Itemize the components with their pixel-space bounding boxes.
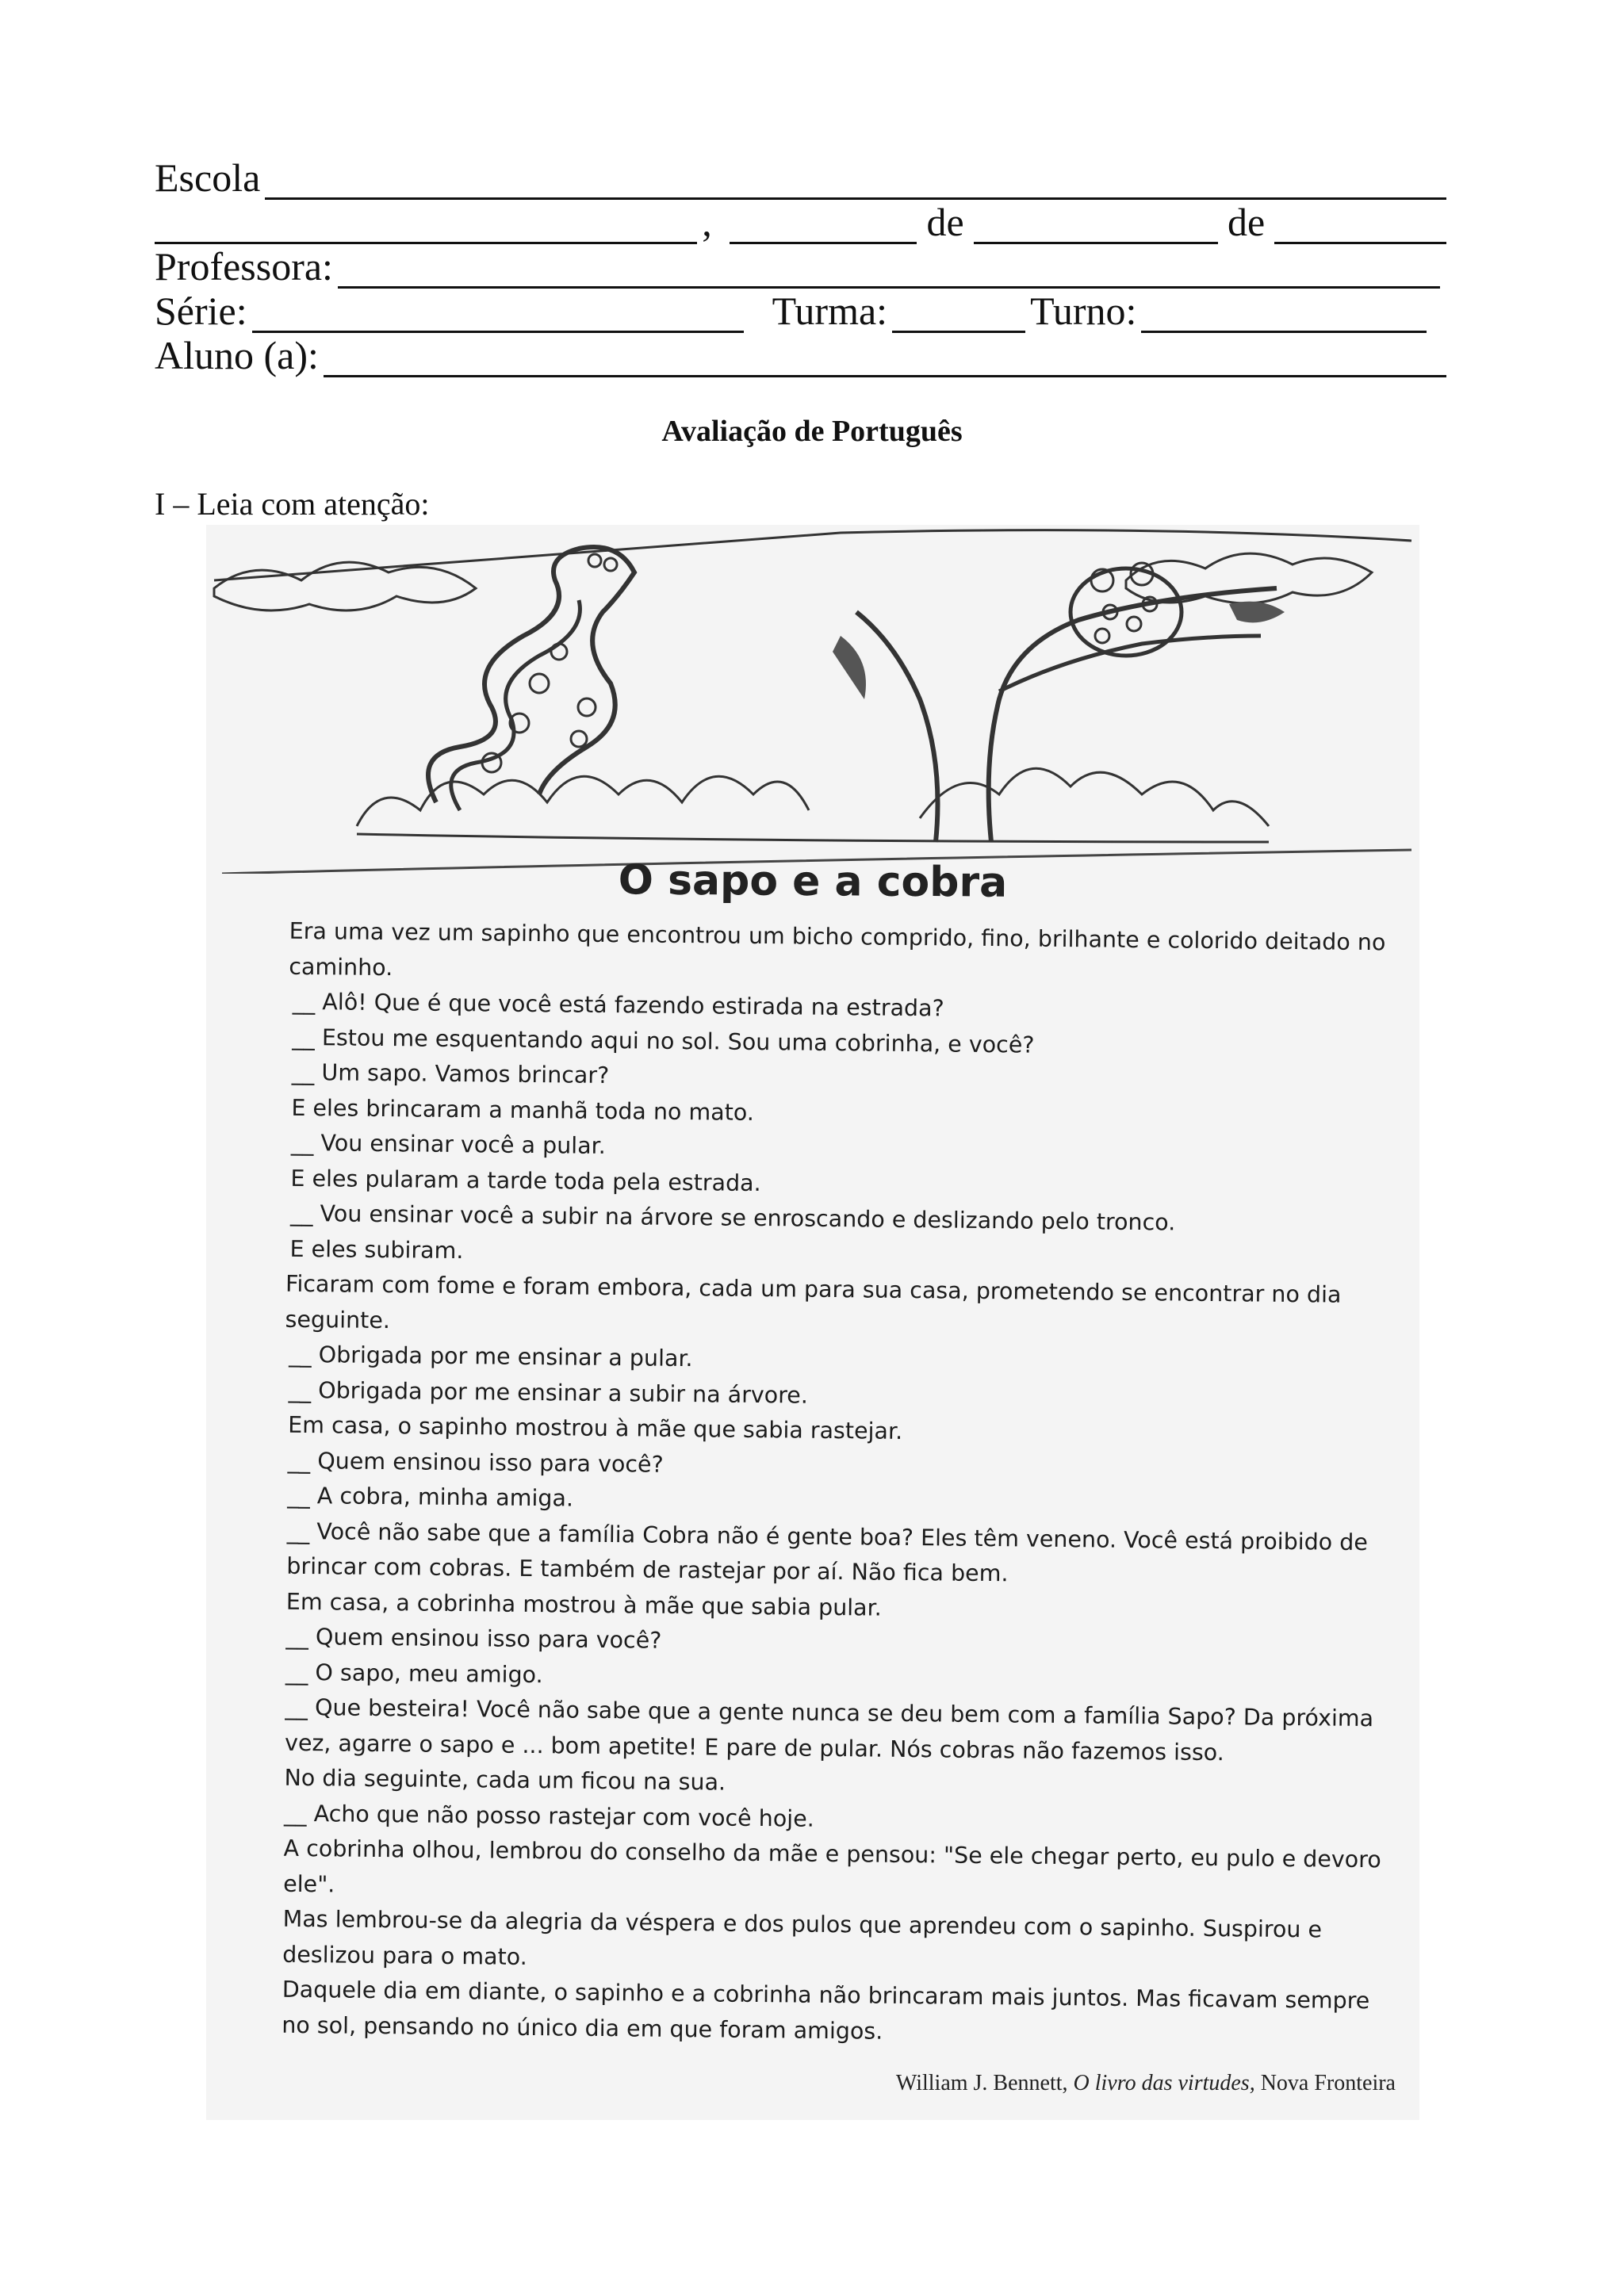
story-paragraph: Em casa, a cobrinha mostrou à mãe que sabia pular. <box>285 1588 882 1621</box>
student-line <box>155 333 1451 377</box>
day-field[interactable] <box>730 207 917 244</box>
shift-label: Turno: <box>1030 289 1137 333</box>
story-paragraph: E eles pularam a tarde toda pela estrada. <box>290 1165 761 1196</box>
story-paragraph: __ Alô! Que é que você está fazendo estirada na estrada? <box>292 988 944 1022</box>
shift-field[interactable] <box>1141 296 1427 333</box>
school-line <box>155 155 1451 200</box>
student-field[interactable] <box>324 340 1446 377</box>
city-field[interactable] <box>155 207 697 244</box>
story-paragraph: E eles brincaram a manhã toda no mato. <box>291 1094 755 1126</box>
class-field[interactable] <box>892 296 1025 333</box>
student-label: Aluno (a): <box>155 333 319 377</box>
date-de-1: de <box>926 200 964 244</box>
story-credit <box>896 2071 1396 2096</box>
instruction: I – Leia com atenção: <box>155 486 430 522</box>
story-paragraph: E eles subiram. <box>289 1235 464 1264</box>
exam-title: Avaliação de Português <box>661 415 963 448</box>
story-paragraph: Daquele dia em diante, o sapinho e a cobrinha não brincaram mais juntos. Mas ficavam sempre no sol, pensando no único dia em que foram amigos. <box>282 1976 1370 2045</box>
story-paragraph: No dia seguinte, cada um ficou na sua. <box>284 1764 726 1796</box>
story-paragraph: __ Um sapo. Vamos brincar? <box>291 1058 610 1089</box>
school-field[interactable] <box>265 163 1446 200</box>
grade-label: Série: <box>155 289 247 333</box>
story-title: O sapo e a cobra <box>618 856 1008 907</box>
story-paragraph: __ Quem ensinou isso para você? <box>287 1447 664 1478</box>
month-field[interactable] <box>974 207 1218 244</box>
teacher-field[interactable] <box>338 251 1440 289</box>
grade-field[interactable] <box>252 296 744 333</box>
credit-publisher: Nova Fronteira <box>1260 2071 1396 2095</box>
credit-book: O livro das virtudes, <box>1073 2071 1255 2095</box>
story-text <box>218 913 1396 2054</box>
story-paragraph: __ Estou me esquentando aqui no sol. Sou uma cobrinha, e você? <box>292 1024 1035 1058</box>
date-de-2: de <box>1227 200 1266 244</box>
year-field[interactable] <box>1274 207 1446 244</box>
story-paragraph: Era uma vez um sapinho que encontrou um bicho comprido, fino, brilhante e colorido deitado no caminho. <box>289 917 1386 981</box>
story-paragraph: __ O sapo, meu amigo. <box>285 1659 543 1688</box>
story-paragraph: __ Que besteira! Você não sabe que a gente nunca se deu bem com a família Sapo? Da próxima vez, agarre o sapo e ... bom apetite! E pare de pular. Nós cobras não fazemos isso. <box>284 1693 1374 1766</box>
grade-line <box>155 289 1451 333</box>
story-paragraph: __ Obrigada por me ensinar a subir na árvore. <box>288 1376 809 1409</box>
teacher-line <box>155 244 1451 289</box>
scanned-story <box>206 525 1419 2120</box>
story-paragraph: __ Vou ensinar você a subir na árvore se enroscando e deslizando pelo tronco. <box>289 1200 1176 1236</box>
story-paragraph: Em casa, o sapinho mostrou à mãe que sabia rastejar. <box>288 1411 903 1445</box>
story-paragraph: Ficaram com fome e foram embora, cada um para sua casa, prometendo se encontrar no dia seguinte. <box>285 1270 1342 1334</box>
story-paragraph: __ Você não sabe que a família Cobra não é gente boa? Eles têm veneno. Você está proibido de brincar com cobras. E também de rastejar por aí. Não fica bem. <box>286 1517 1369 1587</box>
story-paragraph: A cobrinha olhou, lembrou do conselho da mãe e pensou: "Se ele chegar perto, eu pulo e devoro ele". <box>283 1835 1381 1897</box>
school-label: Escola <box>155 155 261 200</box>
credit-author: William J. Bennett, <box>895 2071 1068 2095</box>
story-paragraph: __ Quem ensinou isso para você? <box>285 1623 662 1654</box>
date-line <box>155 200 1451 244</box>
story-paragraph: __ Acho que não posso rastejar com você hoje. <box>283 1800 814 1832</box>
story-paragraph: __ Obrigada por me ensinar a pular. <box>289 1341 693 1372</box>
story-paragraph: __ Vou ensinar você a pular. <box>290 1129 606 1159</box>
date-comma: , <box>702 200 712 244</box>
class-label: Turma: <box>772 289 888 333</box>
teacher-label: Professora: <box>155 244 333 289</box>
story-paragraph: Mas lembrou-se da alegria da véspera e dos pulos que aprendeu com o sapinho. Suspirou e deslizou para o mato. <box>282 1905 1323 1970</box>
story-paragraph: __ A cobra, minha amiga. <box>287 1482 574 1512</box>
snake-frog-illustration <box>206 525 1419 874</box>
